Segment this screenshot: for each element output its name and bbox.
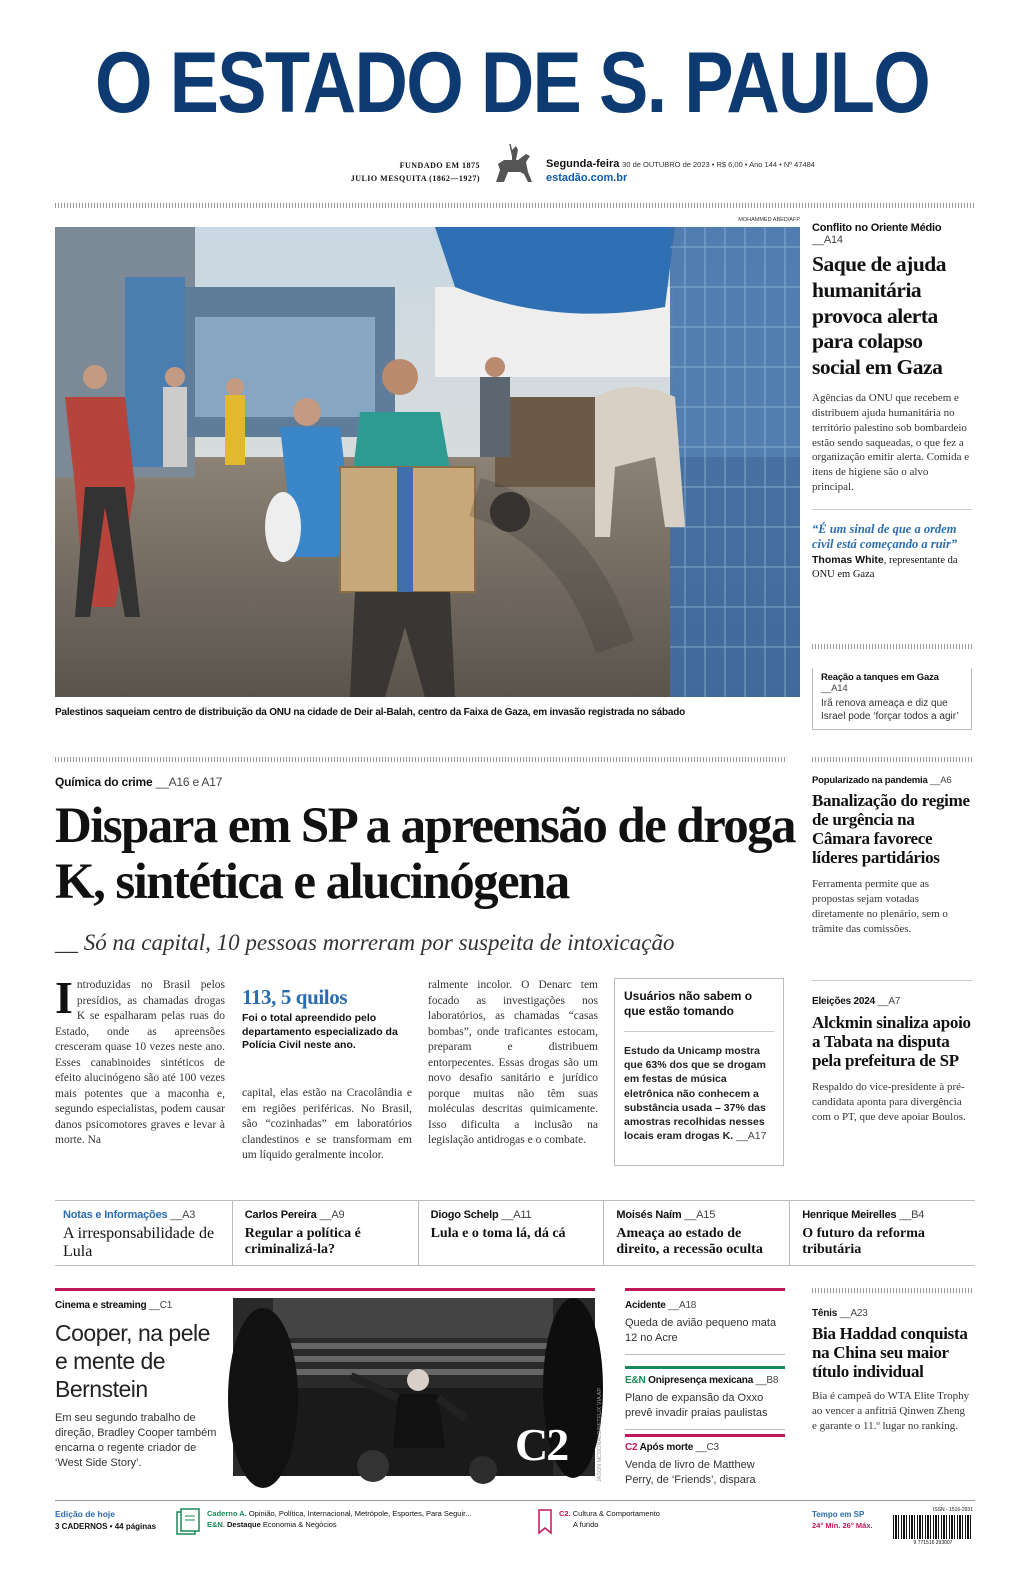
elections-kicker: Eleições 2024 xyxy=(812,996,876,1007)
stat-value: 113, 5 quilos xyxy=(242,985,348,1009)
tennis-page: A23 xyxy=(850,1308,868,1319)
columnists-row xyxy=(55,1200,975,1266)
cinema-page: C1 xyxy=(159,1300,173,1311)
divider xyxy=(812,980,972,981)
elections-headline[interactable]: Alckmin sinaliza apoio a Tabata na disputa pela prefeitura de SP xyxy=(812,1013,971,1071)
stat-text: Foi o total apreendido pelo departamento especializado da Polícia Civil neste ano. xyxy=(242,1012,398,1052)
columnist-page: A3 xyxy=(182,1209,196,1221)
c2-bookmark-icon xyxy=(537,1509,553,1535)
photo-caption: Palestinos saqueiam centro de distribuição da ONU na cidade de Deir al-Balah, centro da Faixa de Gaza, em invasão registrada no sábado xyxy=(55,707,686,718)
columnist-notas[interactable]: Notas e Informações __A3 A irresponsabilidade de Lula xyxy=(55,1201,233,1265)
edition-info xyxy=(55,1509,165,1532)
cinema-body: Em seu segundo trabalho de direção, Bradley Cooper também encarna o regente criador de ‘West Side Story’. xyxy=(55,1412,217,1469)
columnist-kicker: Henrique Meirelles xyxy=(802,1209,897,1221)
en-text: Economia & Negócios xyxy=(262,1519,337,1529)
c2-info xyxy=(559,1509,759,1531)
caderno-a-label: Caderno A. xyxy=(207,1509,247,1518)
date-info xyxy=(546,158,866,186)
founded-year: FUNDADO EM 1875 xyxy=(399,161,480,170)
users-box-page: A17 xyxy=(747,1130,767,1143)
brief-page: C3 xyxy=(706,1442,719,1453)
barcode-number: 9 771516 293007 xyxy=(913,1540,953,1546)
brief-kicker: Onipresença mexicana xyxy=(648,1375,754,1386)
culture-rule xyxy=(55,1288,595,1291)
en-bold: Destaque xyxy=(227,1519,261,1529)
drug-col-3: ralmente incolor. O Denarc tem focado as investigações nos laboratórios, as chamadas “casas bombas”, onde traficantes estocam, preparam e distribuem entorpecentes. Essas drogas são um novo desafio sanitário e jurídico porque muitas não têm suas moléculas descritas quimicamente. Isso dificulta a inclusão na legislação antidrogas e o combate. xyxy=(428,979,598,1147)
columnist-moises-naim[interactable]: Moisés Naím __A15 Ameaça ao estado de direito, a recessão oculta xyxy=(604,1201,790,1265)
cinema-headline[interactable]: Cooper, na pele e mente de Bernstein xyxy=(55,1320,210,1403)
edition-label: Edição de hoje xyxy=(55,1509,115,1519)
urgency-story[interactable]: Popularizado na pandemia __A6 Banalização do regime de urgência na Câmara favorece líderes partidários Ferramenta permite que as propostas sejam votadas diretamente no plenário, sem o trâmite das comissões. xyxy=(812,775,972,937)
columnist-page: A11 xyxy=(513,1209,532,1221)
gaza-story[interactable]: Conflito no Oriente Médio __A14 Saque de ajuda humanitária provoca alerta para colapso social em Gaza Agências da ONU que recebem e distribuem ajuda humanitária no território palestino sob bombardeio estão sendo saqueadas, o que fez a organização emitir alerta. Comida e itens de higiene são o alvo principal. “É um sinal de que a ordem civil está começando a ruir” Thomas White, representante da ONU em Gaza xyxy=(812,222,972,582)
tennis-story[interactable]: Tênis __A23 Bia Haddad conquista na China seu maior título individual Bia é campeã do WTA Elite Trophy ao vencer a anfitriã Qinwen Zheng e garante o 11.º lugar no ranking. xyxy=(812,1308,972,1434)
drug-col-2: capital, elas estão na Cracolândia e em regiões periféricas. No Brasil, são “cozinhadas” em laboratórios clandestinos e se transformam em um líquido geralmente incolor. xyxy=(242,1087,412,1162)
tanks-page: A14 xyxy=(831,683,848,694)
columnist-kicker: Notas e Informações xyxy=(63,1209,168,1221)
gaza-page: A14 xyxy=(823,234,843,246)
horseman-logo-icon xyxy=(490,142,536,188)
drug-headline[interactable]: Dispara em SP a apreensão de droga K, sintética e alucinógena xyxy=(55,798,795,911)
tanks-kicker: Reação a tanques em Gaza xyxy=(821,672,939,683)
masthead-rule xyxy=(55,203,975,208)
elections-body: Respaldo do vice-presidente à pré-candidata aponta para divergência com o PT, que deve apoiar Boulos. xyxy=(812,1081,966,1123)
drug-page: A16 e A17 xyxy=(168,775,223,789)
users-box-title: Usuários não sabem o que estão tomando xyxy=(624,989,753,1018)
urgency-body: Ferramenta permite que as propostas sejam votadas diretamente no plenário, sem o trâmite das comissões. xyxy=(812,878,948,935)
newspaper-title: O ESTADO DE S. PAULO xyxy=(94,35,930,131)
brief-text: Plano de expansão da Oxxo prevê invadir praias paulistas xyxy=(625,1392,768,1419)
weekday: Segunda-feira xyxy=(546,158,620,170)
gaza-kicker: Conflito no Oriente Médio xyxy=(812,222,942,234)
drug-rule xyxy=(55,757,785,762)
drop-cap: I xyxy=(55,972,73,1023)
c2-rule xyxy=(625,1434,785,1437)
drug-col-1-text: ntroduzidas no Brasil pelos presídios, as chamadas drogas K se espalharam pelas ruas do Estado, onde as apreensões cresceram quase 10 vezes neste ano. Esses canabinoides sintéticos de efeito alucinógeno são até 100 vezes mais potentes que a maconha e, segundo especialistas, podem causar danos psicomotores graves e levar à morte. Na xyxy=(55,979,225,1147)
weather-text: 24° Mín. 26° Máx. xyxy=(812,1520,873,1530)
photo-credit: MOHAMMED ABED/AFP xyxy=(738,217,800,223)
en-prefix: E&N xyxy=(625,1375,646,1386)
barcode xyxy=(893,1507,973,1549)
tennis-headline[interactable]: Bia Haddad conquista na China seu maior título individual xyxy=(812,1324,968,1382)
brief-page: B8 xyxy=(766,1375,779,1386)
brief-text: Queda de avião pequeno mata 12 no Acre xyxy=(625,1317,777,1344)
cinema-story[interactable]: Cinema e streaming __C1 Cooper, na pele e mente de Bernstein Em seu segundo trabalho de direção, Bradley Cooper também encarna o regente criador de ‘West Side Story’. xyxy=(55,1300,225,1471)
brief-perry[interactable]: C2 Após morte __C3 Venda de livro de Matthew Perry, de ‘Friends’, dispara xyxy=(625,1442,785,1488)
urgency-rule xyxy=(812,757,972,762)
date-line: 30 de OUTUBRO de 2023 • R$ 6,00 • Ano 144 • Nº 47484 xyxy=(622,160,815,169)
brief-kicker: Acidente xyxy=(625,1300,666,1311)
quote-role: , representante da ONU em Gaza xyxy=(812,555,958,581)
weather-label: Tempo em SP xyxy=(812,1510,865,1519)
weather-info xyxy=(812,1509,882,1531)
columnist-page: A15 xyxy=(696,1209,716,1221)
brief-kicker: Após morte xyxy=(639,1442,694,1453)
tennis-body: Bia é campeã do WTA Elite Trophy ao vencer a anfitriã Qinwen Zheng e garante o 11.º lugar no ranking. xyxy=(812,1390,970,1432)
columnist-title[interactable]: Ameaça ao estado de direito, a recessão oculta xyxy=(616,1226,763,1258)
urgency-kicker: Popularizado na pandemia xyxy=(812,775,928,786)
tanks-story[interactable]: Reação a tanques em Gaza __A14 Irã renova ameaça e diz que Israel pode ‘forçar todos a agir’ xyxy=(812,668,972,730)
columnist-title[interactable]: A irresponsabilidade de Lula xyxy=(63,1225,215,1261)
c2-badge: C2 xyxy=(515,1419,568,1470)
users-box-text: Estudo da Unicamp mostra que 63% dos que se drogam em festas de música eletrônica não conhecem a substância usada – 37% das amostras recolhidas nesses locais eram drogas K. xyxy=(624,1045,766,1143)
drug-kicker: Química do crime xyxy=(55,775,153,789)
drug-subhead-row: __ Só na capital, 10 pessoas morreram por suspeita de intoxicação xyxy=(55,930,675,955)
urgency-headline[interactable]: Banalização do regime de urgência na Câmara favorece líderes partidários xyxy=(812,791,970,868)
c2-label: C2. xyxy=(559,1509,571,1518)
columnist-page: B4 xyxy=(911,1209,925,1221)
users-box[interactable]: Usuários não sabem o que estão tomando Estudo da Unicamp mostra que 63% dos que se drogam em festas de música eletrônica não conhecem a substância usada – 37% das amostras recolhidas nesses locais eram drogas K. __A17 xyxy=(614,978,784,1166)
brief-accident[interactable]: Acidente __A18 Queda de avião pequeno mata 12 no Acre xyxy=(625,1300,785,1355)
urgency-page: A6 xyxy=(940,775,952,786)
columnist-diogo-schelp[interactable]: Diogo Schelp __A11 Lula e o toma lá, dá cá xyxy=(419,1201,605,1265)
columnist-henrique-meirelles[interactable]: Henrique Meirelles __B4 O futuro da reforma tributária xyxy=(790,1201,975,1265)
cinema-kicker: Cinema e streaming xyxy=(55,1300,147,1311)
quote-author: Thomas White xyxy=(812,554,884,567)
columnist-title[interactable]: O futuro da reforma tributária xyxy=(802,1226,925,1258)
tennis-kicker: Tênis xyxy=(812,1308,838,1319)
issn: ISSN - 1516-2931 xyxy=(932,1507,973,1513)
gaza-body: Agências da ONU que recebem e distribuem ajuda humanitária no território palestino sob bombardeio estão sendo saqueadas, o que fez a organização emitir alerta. Comida e itens de higiene são o alvo principal. xyxy=(812,391,970,494)
elections-story[interactable]: Eleições 2024 __A7 Alckmin sinaliza apoio a Tabata na disputa pela prefeitura de SP Respaldo do vice-presidente à pré-candidata aponta para divergência com o PT, que deve apoiar Boulos. xyxy=(812,996,971,1123)
gaza-main-photo xyxy=(55,227,800,697)
barcode-icon xyxy=(893,1515,973,1539)
c2-prefix: C2 xyxy=(625,1442,638,1453)
columnist-title[interactable]: Lula e o toma lá, dá cá xyxy=(430,1226,566,1241)
brief-page: A18 xyxy=(678,1300,697,1311)
sections-info xyxy=(207,1509,547,1531)
columnist-kicker: Carlos Pereira xyxy=(244,1209,317,1221)
cooper-photo-credit: JASON MCDONALD/NETFLIX VIA AP xyxy=(597,1388,603,1483)
cooper-photo xyxy=(233,1298,603,1483)
tennis-rule xyxy=(812,1288,972,1293)
brief-oxxo[interactable]: E&N Onipresença mexicana __B8 Plano de expansão da Oxxo prevê invadir praias paulistas xyxy=(625,1375,785,1430)
masthead xyxy=(0,35,1024,131)
tanks-text: Irã renova ameaça e diz que Israel pode ‘forçar todos a agir’ xyxy=(821,698,959,722)
edition-text: 3 CADERNOS • 44 páginas xyxy=(55,1521,157,1531)
drug-col-1 xyxy=(55,972,225,1149)
founded-info xyxy=(330,160,480,186)
columnist-carlos-pereira[interactable]: Carlos Pereira __A9 Regular a política é criminalizá-la? xyxy=(233,1201,419,1265)
en-label: E&N. xyxy=(207,1519,225,1529)
drug-subhead: Só na capital, 10 pessoas morreram por suspeita de intoxicação xyxy=(83,930,675,955)
columnist-kicker: Diogo Schelp xyxy=(430,1209,499,1221)
c2-line2: A fundo xyxy=(573,1519,599,1529)
founder-name: JULIO MESQUITA (1862—1927) xyxy=(350,173,480,183)
elections-page: A7 xyxy=(888,996,901,1007)
columnist-page: A9 xyxy=(331,1209,345,1221)
briefs-rule xyxy=(625,1288,785,1291)
caderno-a-text: Opinião, Política, Internacional, Metrópole, Esportes, Para Seguir... xyxy=(248,1509,472,1518)
c2-text: Cultura & Comportamento xyxy=(572,1509,660,1518)
columnist-kicker: Moisés Naím xyxy=(616,1209,682,1221)
drug-kicker-row: Química do crime __A16 e A17 xyxy=(55,775,223,789)
gaza-rule xyxy=(812,644,972,649)
en-rule xyxy=(625,1366,785,1369)
website-link[interactable]: estadão.com.br xyxy=(546,171,628,184)
footer xyxy=(55,1500,975,1552)
gaza-quote: “É um sinal de que a ordem civil está começando a ruir” xyxy=(812,521,958,552)
brief-text: Venda de livro de Matthew Perry, de ‘Friends’, dispara xyxy=(625,1459,756,1486)
stat-box xyxy=(242,985,407,1053)
gaza-headline[interactable]: Saque de ajuda humanitária provoca alerta para colapso social em Gaza xyxy=(812,252,946,380)
columnist-title[interactable]: Regular a política é criminalizá-la? xyxy=(244,1226,361,1258)
newspaper-stack-icon xyxy=(175,1508,201,1536)
